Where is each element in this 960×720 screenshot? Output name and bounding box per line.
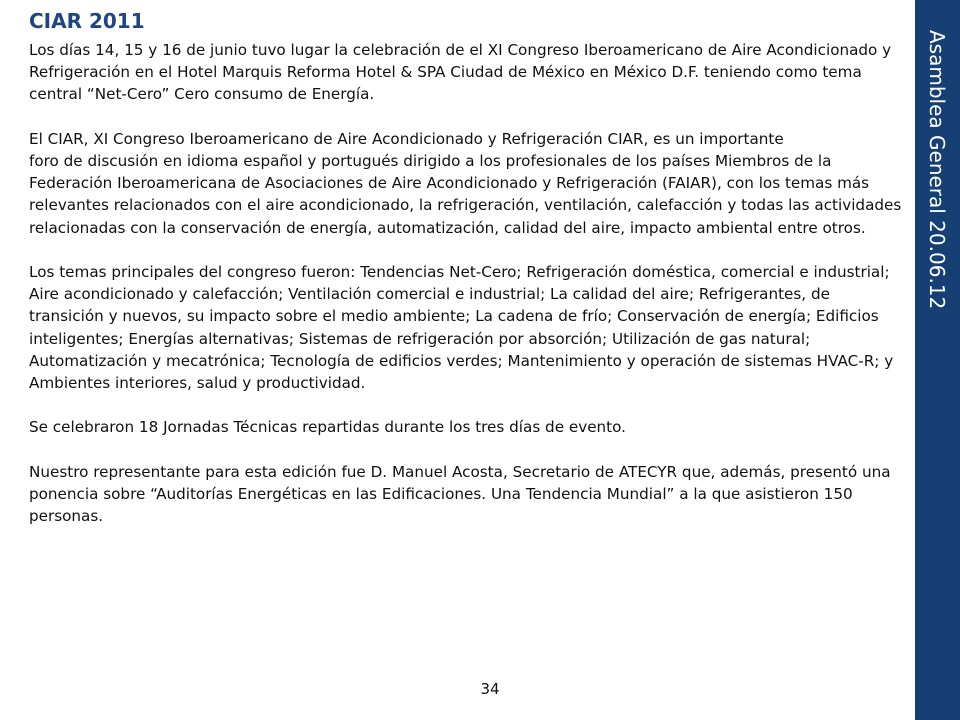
paragraph-ciar-description: El CIAR, XI Congreso Iberoamericano de Aire Acondicionado y Refrigeración CIAR, es un importante xyxy=(29,129,784,148)
paragraph-gap xyxy=(29,439,909,461)
sidebar xyxy=(915,0,960,720)
body-text xyxy=(29,39,909,527)
paragraph-representative: Nuestro representante para esta edición fue D. Manuel Acosta, Secretario de ATECYR que, además, presentó una ponencia sobre “Auditorías Energéticas en las Edificaciones. Una Tendencia Mundial” a la que asistieron 150 personas. xyxy=(29,462,891,526)
slide-title: CIAR 2011 xyxy=(29,9,145,33)
paragraph-ciar-forum: foro de discusión en idioma español y portugués dirigido a los profesionales de los países Miembros de la Federación Iberoamericana de Asociaciones de Aire Acondicionado y Refrigeración (FAIAR), con los temas más relevantes relacionados con el aire acondicionado, la refrigeración, ventilación, calefacción y todas las actividades relacionadas con la conservación de energía, automatización, calidad del aire, impacto ambiental entre otros. xyxy=(29,152,902,237)
paragraph-intro: Los días 14, 15 y 16 de junio tuvo lugar la celebración de el XI Congreso Iberoamericano de Aire Acondicionado y Refrigeración en el Hotel Marquis Reforma Hotel & SPA Ciudad de México en México D.F. teniendo como tema central “Net-Cero” Cero consumo de Energía. xyxy=(29,41,892,104)
page-number: 34 xyxy=(480,680,500,698)
paragraph-technical-sessions: Se celebraron 18 Jornadas Técnicas repartidas durante los tres días de evento. xyxy=(29,418,626,437)
paragraph-gap xyxy=(29,239,909,261)
paragraph-gap xyxy=(29,394,909,416)
paragraph-main-topics: Los temas principales del congreso fueron: Tendencias Net-Cero; Refrigeración doméstica, comercial e industrial; Aire acondicionado y calefacción; Ventilación comercial e industrial; La calidad del aire; Refrigerantes, de transición y nuevos, su impacto sobre el medio ambiente; La cadena de frío; Conservación de energía; Edificios inteligentes; Energías alternativas; Sistemas de refrigeración por absorción; Utilización de gas natural; Automatización y mecatrónica; Tecnología de edificios verdes; Mantenimiento y operación de sistemas HVAC-R; y Ambientes interiores, salud y productividad. xyxy=(29,263,894,393)
sidebar-label: Asamblea General 20.06.12 xyxy=(925,30,949,310)
paragraph-gap xyxy=(29,106,909,128)
